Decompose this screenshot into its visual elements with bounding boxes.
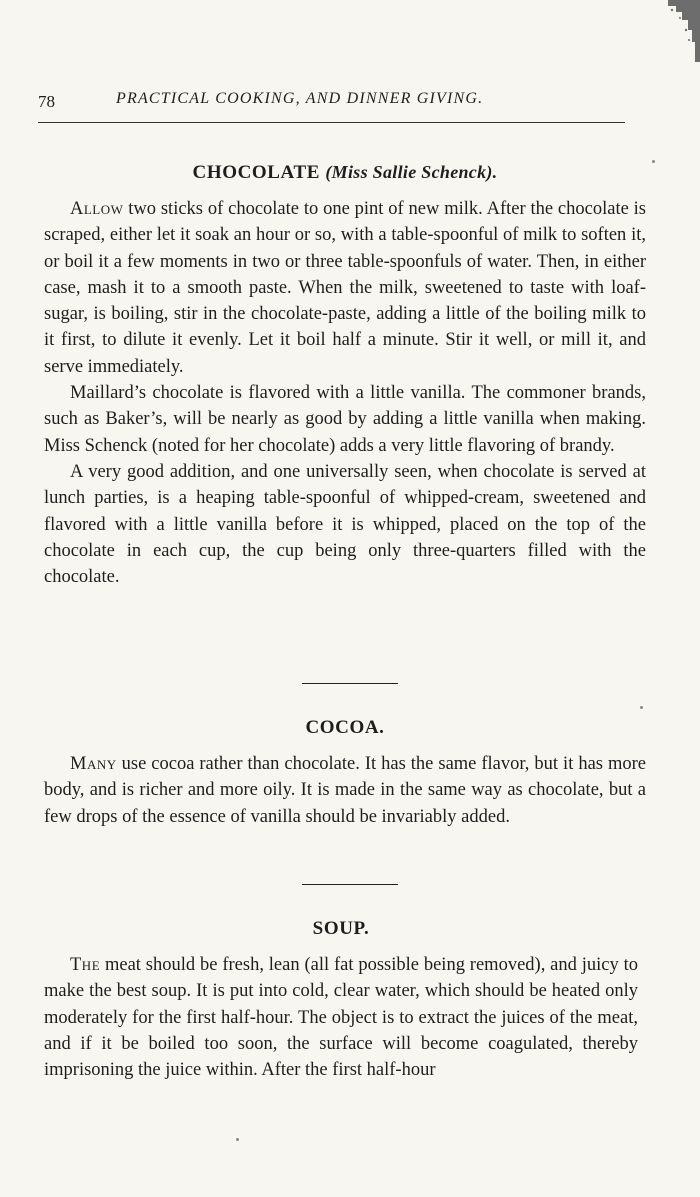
cocoa-lead-word: Many (70, 754, 117, 774)
cocoa-paragraph-1-text: use cocoa rather than chocolate. It has the same flavor, but it has more body, and is richer and more oily. It is made in the same way as chocolate, but a few drops of the essence of vanilla should be invariably added. (44, 754, 646, 827)
chocolate-paragraph-1-text: two sticks of chocolate to one pint of new milk. After the chocolate is scraped, either let it soak an hour or so, with a table-spoonful of milk to soften it, or boil it a few moments in two or three table-spoonfuls of water. Then, in either case, mash it to a smooth paste. When the milk, sweetened to taste with loaf-sugar, is boiling, stir in the chocolate-paste, adding a little of the boiling milk to it first, to dilute it evenly. Let it boil half a minute. Stir it well, or mill it, and serve immediately. (44, 199, 646, 377)
paper-speck (652, 160, 655, 163)
soup-paragraph-1 (44, 952, 638, 1083)
chocolate-paragraph-1 (44, 196, 646, 380)
soup-heading: SOUP. (312, 918, 370, 939)
page-corner-stain (642, 0, 700, 62)
running-title: PRACTICAL COOKING, AND DINNER GIVING. (116, 90, 484, 107)
page-header (38, 88, 623, 112)
page-number: 78 (38, 92, 55, 111)
cocoa-section (44, 717, 646, 830)
section-divider-2 (302, 884, 398, 885)
cocoa-paragraph-1 (44, 751, 646, 830)
chocolate-attribution: (Miss Sallie Schenck). (325, 162, 498, 182)
chocolate-title: CHOCOLATE (192, 162, 321, 183)
header-rule (38, 122, 625, 123)
chocolate-section (44, 162, 646, 590)
soup-paragraph-1-text: meat should be fresh, lean (all fat possible being removed), and juicy to make the best soup. It is put into cold, clear water, which should be heated only moderately for the first half-hour. The object is to extract the juices of the meat, and if it be boiled too soon, the surface will become coagulated, thereby imprisoning the juice within. After the first half-hour (44, 955, 638, 1081)
soup-section (44, 918, 638, 1083)
soup-lead-word: The (70, 955, 101, 975)
chocolate-heading (44, 162, 646, 184)
chocolate-paragraph-3: A very good addition, and one universally seen, when chocolate is served at lunch parties, is a heaping table-spoonful of whipped-cream, sweetened and flavored with a little vanilla before it is whipped, placed on the top of the chocolate in each cup, the cup being only three-quarters filled with the chocolate. (44, 461, 646, 588)
chocolate-paragraph-2: Maillard’s chocolate is flavored with a little vanilla. The commoner brands, such as Baker’s, will be nearly as good by adding a little vanilla when making. Miss Schenck (noted for her chocolate) adds a very little flavoring of brandy. (44, 383, 646, 456)
cocoa-heading: COCOA. (305, 717, 385, 738)
section-divider-1 (302, 683, 398, 684)
paper-speck (640, 706, 643, 709)
paper-speck (236, 1138, 239, 1141)
chocolate-lead-word: Allow (70, 199, 124, 219)
